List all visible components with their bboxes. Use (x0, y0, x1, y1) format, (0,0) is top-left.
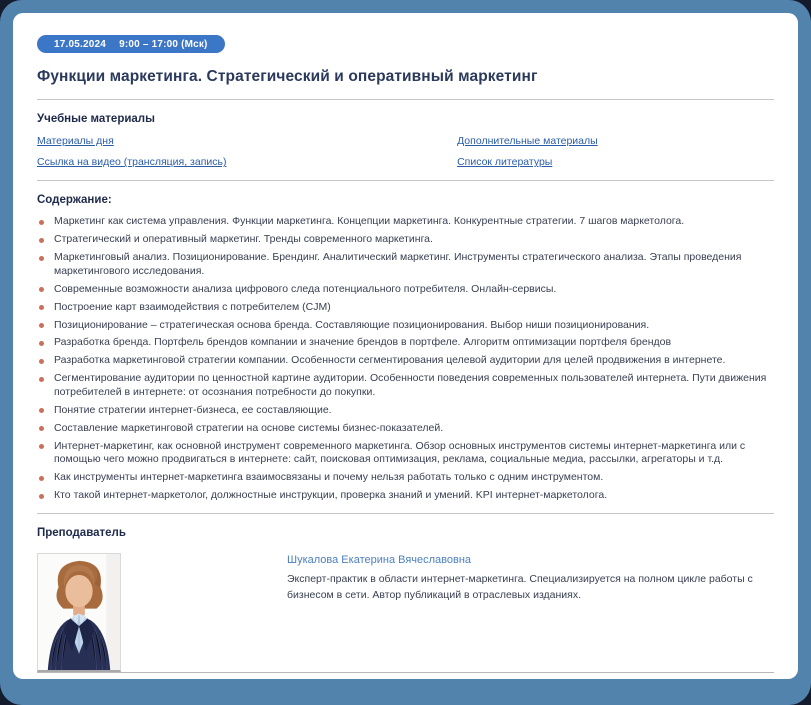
teacher-portrait-image (38, 554, 120, 670)
content-item: Позиционирование – стратегическая основа бренда. Составляющие позиционирования. Выбор ниши позиционирования. (37, 319, 768, 333)
content-item: Стратегический и оперативный маркетинг. Тренды современного маркетинга. (37, 233, 768, 247)
contents-heading: Содержание: (37, 194, 112, 207)
content-item: Построение карт взаимодействия с потребителем (CJM) (37, 301, 768, 315)
contents-list (37, 215, 774, 507)
teacher-bio: Эксперт-практик в области интернет-маркетинга. Специализируется на полном цикле работы с бизнесом в сети. Автор публикаций в отраслевых изданиях. (287, 573, 753, 601)
content-item: Сегментирование аудитории по ценностной картине аудитории. Особенности поведения современных пользователей интернета. Пути движения потребителей в интернете: от осознания потребности до покупки. (37, 372, 768, 400)
teacher-block (37, 553, 774, 672)
teacher-photo-column (37, 553, 287, 672)
material-link[interactable]: Список литературы (457, 156, 553, 169)
page-title: Функции маркетинга. Стратегический и оперативный маркетинг (37, 68, 538, 86)
content-item: Понятие стратегии интернет-бизнеса, ее составляющие. (37, 404, 768, 418)
content-item: Разработка маркетинговой стратегии компании. Особенности сегментирования целевой аудитории для целей продвижения в интернете. (37, 354, 768, 368)
content-item: Маркетинговый анализ. Позиционирование. Брендинг. Аналитический маркетинг. Инструменты стратегического анализа. Этапы проведения маркетингового исследования. (37, 251, 768, 279)
content-item: Современные возможности анализа цифрового следа потенциального потребителя. Онлайн-сервисы. (37, 283, 768, 297)
bottom-divider (37, 672, 774, 673)
content-item: Маркетинг как система управления. Функции маркетинга. Концепции маркетинга. Конкурентные стратегии. 7 шагов маркетолога. (37, 215, 768, 229)
material-link[interactable]: Материалы дня (37, 135, 114, 148)
content-item: Разработка бренда. Портфель брендов компании и значение брендов в портфеле. Алгоритм оптимизации портфеля брендов (37, 336, 768, 350)
teacher-name-link[interactable]: Шукалова Екатерина Вячеславовна (287, 554, 472, 566)
teacher-photo (37, 553, 121, 672)
badge-time: 9:00 – 17:00 (Мск) (119, 38, 208, 50)
date-time-badge (37, 35, 225, 53)
teacher-heading: Преподаватель (37, 527, 126, 539)
material-link[interactable]: Дополнительные материалы (457, 135, 598, 148)
content-item: Кто такой интернет-маркетолог, должностные инструкции, проверка знаний и умений. KPI интернет-маркетолога. (37, 489, 768, 503)
content-item: Как инструменты интернет-маркетинга взаимосвязаны и почему нельзя работать только с одним инструментом. (37, 471, 768, 485)
teacher-info (287, 553, 774, 672)
divider (37, 180, 774, 181)
material-link[interactable]: Ссылка на видео (трансляция, запись) (37, 156, 227, 169)
course-day-card (13, 13, 798, 679)
badge-date: 17.05.2024 (54, 38, 107, 50)
divider (37, 513, 774, 514)
content-item: Составление маркетинговой стратегии на основе системы бизнес-показателей. (37, 422, 768, 436)
content-item: Интернет-маркетинг, как основной инструмент современного маркетинга. Обзор основных инструментов системы интернет-маркетинга или с помощью чего можно продвигаться в интернете: сайт, поисковая оптимизация, реклама, социальные медиа, рассылки, агрегаторы и т.д. (37, 440, 768, 468)
divider (37, 99, 774, 100)
materials-heading: Учебные материалы (37, 113, 155, 126)
materials-links (37, 135, 774, 168)
